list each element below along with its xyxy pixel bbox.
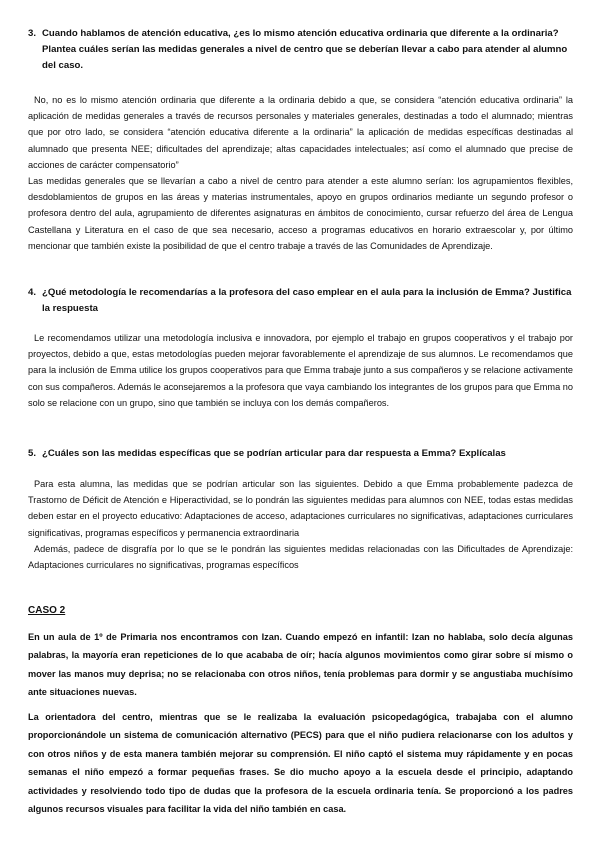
- question-5-answer: [28, 476, 573, 573]
- question-5-paragraph-2: Además, padece de disgrafía por lo que se le pondrán las siguientes medidas relacionadas con las Dificultades de Aprendizaje: Adaptaciones curriculares no significativas, programas específicos: [28, 543, 573, 571]
- question-3: [28, 26, 573, 74]
- question-5-paragraph-1: Para esta alumna, las medidas que se podrían articular son las siguientes. Debido a que Emma probablemente padezca de Trastorno de Déficit de Atención e Hiperactividad, se lo pondrán las siguientes medidas para alumnos con NEE, todas estas medidas deben estar en el proyecto educativo: Adaptaciones de acceso, adaptaciones curriculares no significativas, adaptaciones curriculares significativas, programas específicos y permanencia extraordinaria: [28, 479, 573, 538]
- question-3-heading: [28, 26, 573, 74]
- question-3-paragraph-1: No, no es lo mismo atención ordinaria que diferente a la ordinaria debido a que, se considera “atención educativa ordinaria” la aplicación de medidas generales a través de recursos personales y materiales generales, destinadas a todo el alumnado; mientras que por otro lado, se considera “atención educativa diferente a la ordinaria” la aplicación de medidas específicas destinadas al alumnado que presenta NEE; dificultades del aprendizaje; altas capacidades intelectuales; así como el alumnado que precise de acciones de carácter compensatorio”: [28, 95, 573, 170]
- question-5-heading: [28, 446, 573, 462]
- question-3-answer: [28, 92, 573, 254]
- question-4-heading: [28, 285, 573, 317]
- caso-2-heading: CASO 2: [28, 605, 66, 616]
- caso-2-body: [28, 628, 573, 702]
- caso-2-body-2: [28, 708, 573, 818]
- caso-2-paragraph-2: La orientadora del centro, mientras que se le realizaba la evaluación psicopedagógica, trabajaba con el alumno proporcionándole un sistema de comunicación alternativo (PECS) para que el niño pudiera relacionarse con los adultos y con otros niños y de esta manera también mejorar su comprensión. El niño captó el sistema muy rápidamente y en pocas semanas el niño empezó a formar pequeñas frases. Se dio mucho apoyo a la escuela desde el principio, adaptando actividades y resolviendo todo tipo de dudas que la profesora de la escuela ordinaria tenía. Se proporcionó a los padres algunos recursos visuales para facilitar la vida del niño también en casa.: [28, 712, 573, 815]
- caso-2: [28, 603, 573, 619]
- question-4: [28, 285, 573, 317]
- question-3-title: Cuando hablamos de atención educativa, ¿es lo mismo atención educativa ordinaria que diferente a la ordinaria? Plantea cuáles serían las medidas generales a nivel de centro que se deberían llevar a cabo para atender al alumno del caso.: [42, 28, 568, 71]
- question-5-title: ¿Cuáles son las medidas específicas que se podrían articular para dar respuesta a Emma? Explícalas: [42, 448, 506, 459]
- question-4-number: 4.: [28, 287, 37, 298]
- caso-2-paragraph-1: En un aula de 1º de Primaria nos encontramos con Izan. Cuando empezó en infantil: Izan no hablaba, solo decía algunas palabras, la mayoría eran repeticiones de lo que acababa de oír; hacía algunos movimientos como girar sobre sí mismo o mover las manos muy deprisa; no se relacionaba con otros niños, tenía problemas para dormir y se angustiaba muchísimo ante situaciones nuevas.: [28, 632, 573, 698]
- question-4-answer: [28, 330, 573, 411]
- question-5-number: 5.: [28, 448, 37, 459]
- question-3-paragraph-2: Las medidas generales que se llevarían a cabo a nivel de centro para atender a este alumno serían: los agrupamientos flexibles, desdoblamientos de grupos en las áreas y materias instrumentales, apoyo en grupos ordinarios mediante un segundo profesor o profesora dentro del aula, agrupamiento de diferentes asignaturas en ámbitos de conocimiento, cursar refuerzo del área de Lengua Castellana y Literatura en el caso de que sea necesario, acceso a programas educativos en horario extraescolar y, por último mencionar que también existe la posibilidad de que el centro trabaje a través de las Comunidades de Aprendizaje.: [28, 176, 573, 251]
- question-3-number: 3.: [28, 28, 37, 39]
- question-4-paragraph-1: Le recomendamos utilizar una metodología inclusiva e innovadora, por ejemplo el trabajo en grupos cooperativos y el trabajo por proyectos, debido a que, estas metodologías pueden mejorar favorablemente el aprendizaje de sus alumnos. Le recomendamos que para la inclusión de Emma utilice los grupos cooperativos para que Emma trabaje junto a sus compañeros y se relacione activamente con sus compañeros. Además le aconsejaremos a la profesora que vaya cambiando los integrantes de los grupos para que Emma no solo se relacione con un grupo, sino que también se incluya con los demás compañeros.: [28, 333, 573, 408]
- question-5: [28, 446, 573, 462]
- question-4-title: ¿Qué metodología le recomendarías a la profesora del caso emplear en el aula para la inclusión de Emma? Justifica la respuesta: [42, 287, 572, 314]
